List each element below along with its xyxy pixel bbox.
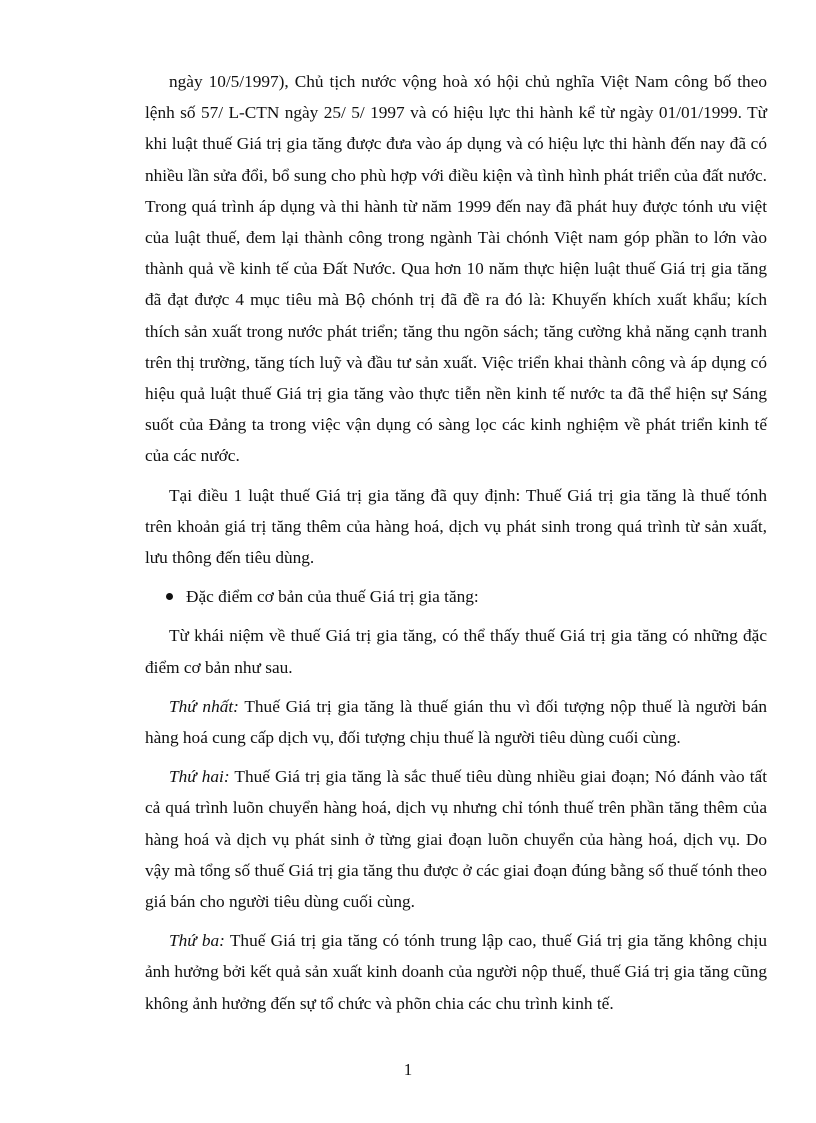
bullet-icon [166,593,173,600]
first-point-text: Thuế Giá trị gia tăng là thuế gián thu vì đối tượng nộp thuế là người bán hàng hoá cung cấp dịch vụ, đối tượng chịu thuế là người tiêu dùng cuối cùng. [145,696,768,748]
document-body [145,66,767,1027]
second-point-lead: Thứ hai: [169,767,230,787]
bullet-heading-text: Đặc điểm cơ bản của thuế Giá trị gia tăng: [186,587,479,607]
first-point-lead: Thứ nhất: [169,696,239,716]
paragraph-definition: Tại điều 1 luật thuế Giá trị gia tăng đã quy định: Thuế Giá trị gia tăng là thuế tónh trên khoản giá trị tăng thêm của hàng hoá, dịch vụ phát sinh trong quá trình từ sản xuất, lưu thông đến tiêu dùng. [145,485,767,568]
paragraph-law-history: ngày 10/5/1997), Chủ tịch nước vộng hoà xó hội chủ nghĩa Việt Nam công bố theo lệnh số 57/ L-CTN ngày 25/ 5/ 1997 và có hiệu lực thi hành kể từ ngày 01/01/1999. Từ khi luật thuế Giá trị gia tăng được đưa vào áp dụng và có hiệu lực thi hành đến nay đã có nhiều lần sửa đổi, bổ sung cho phù hợp với điều kiện và tình hình phát triển của đất nước. Trong quá trình áp dụng và thi hành từ năm 1999 đến nay đã phát huy được tónh ưu việt của luật thuế, đem lại thành công trong ngành Tài chónh Việt nam góp phần to lớn vào thành quả về kinh tế của Đất Nước. Qua hơn 10 năm thực hiện luật thuế Giá trị gia tăng đã đạt được 4 mục tiêu mà Bộ chónh trị đã đề ra đó là: Khuyến khích xuất khẩu; kích thích sản xuất trong nước phát triển; tăng thu ngõn sách; tăng cường khả năng cạnh tranh trên thị trường, tăng tích luỹ và đầu tư sản xuất. Việc triển khai thành công và áp dụng có hiệu quả luật thuế Giá trị gia tăng vào thực tiễn nền kinh tế nước ta đã thể hiện sự Sáng suốt của Đảng ta trong việc vận dụng có sàng lọc các kinh nghiệm về phát triển kinh tế của các nước. [145,72,767,466]
paragraph-characteristics-intro: Từ khái niệm về thuế Giá trị gia tăng, có thể thấy thuế Giá trị gia tăng có những đặc điểm cơ bản như sau. [145,626,767,677]
third-point-text: Thuế Giá trị gia tăng có tónh trung lập cao, thuế Giá trị gia tăng không chịu ảnh hưởng bởi kết quả sản xuất kinh doanh của người nộp thuế, thuế Giá trị gia tăng cũng không ảnh hưởng đến sự tổ chức và phõn chia các chu trình kinh tế. [145,931,767,1013]
paragraph-third-point [145,925,767,1019]
second-point-text: Thuế Giá trị gia tăng là sắc thuế tiêu dùng nhiều giai đoạn; Nó đánh vào tất cả quá trình luõn chuyển hàng hoá, dịch vụ nhưng chỉ tónh thuế trên phần tăng thêm của hàng hoá và dịch vụ phát sinh ở từng giai đoạn luõn chuyển của hàng hoá, dịch vụ. Do vậy mà tổng số thuế Giá trị gia tăng thu được ở các giai đoạn đúng bằng số thuế tónh theo giá bán cho người tiêu dùng cuối cùng. [145,767,767,912]
third-point-lead: Thứ ba: [169,931,225,951]
paragraph-second-point [145,761,767,917]
paragraph-first-point [145,691,767,753]
page-number: 1 [403,1060,413,1079]
bullet-heading [145,581,767,612]
